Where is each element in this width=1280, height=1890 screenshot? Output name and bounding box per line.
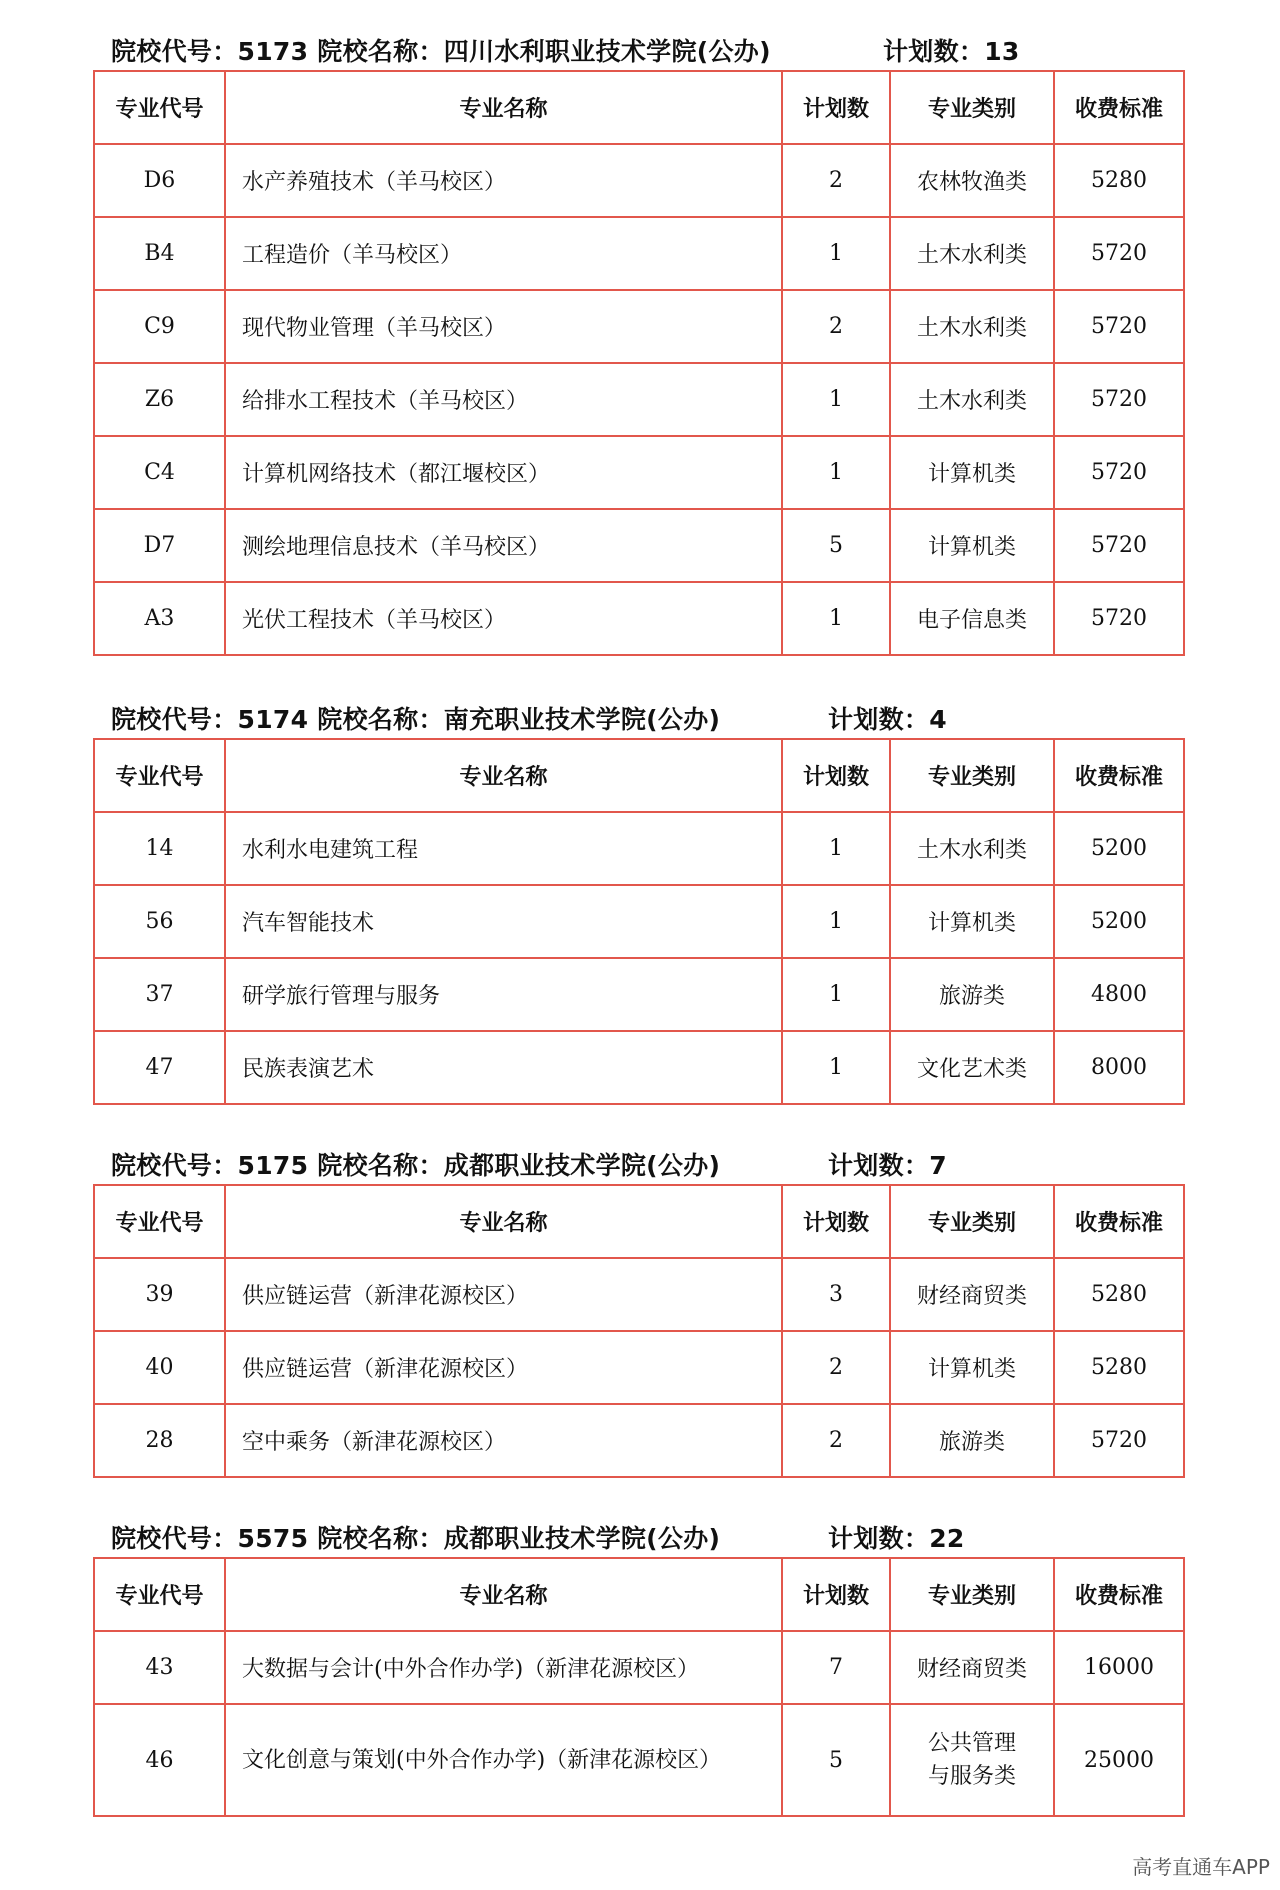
cell-category: 计算机类 <box>890 436 1054 509</box>
watermark: 高考直通车APP <box>1132 1855 1270 1879</box>
header-plan: 计划数 <box>782 71 890 144</box>
header-fee: 收费标准 <box>1054 1185 1184 1258</box>
cell-fee: 5720 <box>1054 582 1184 655</box>
cell-plan: 1 <box>782 217 890 290</box>
cell-code: 39 <box>94 1258 225 1331</box>
table-row <box>94 582 1184 655</box>
cell-code: B4 <box>94 217 225 290</box>
cell-plan: 2 <box>782 1404 890 1477</box>
table-header-row <box>94 71 1184 144</box>
school-title: 院校代号：5175 院校名称：成都职业技术学院(公办) <box>111 1151 721 1180</box>
header-code: 专业代号 <box>94 71 225 144</box>
table-row <box>94 144 1184 217</box>
cell-category: 财经商贸类 <box>890 1631 1054 1704</box>
cell-code: D6 <box>94 144 225 217</box>
header-fee: 收费标准 <box>1054 739 1184 812</box>
table-header-row <box>94 1185 1184 1258</box>
header-code: 专业代号 <box>94 1558 225 1631</box>
table-row <box>94 812 1184 885</box>
table-header-row <box>94 1558 1184 1631</box>
cell-name: 汽车智能技术 <box>225 885 782 958</box>
cell-plan: 1 <box>782 1031 890 1104</box>
cell-category: 电子信息类 <box>890 582 1054 655</box>
header-plan: 计划数 <box>782 739 890 812</box>
cell-fee: 5720 <box>1054 363 1184 436</box>
cell-fee: 5280 <box>1054 1331 1184 1404</box>
cell-plan: 1 <box>782 436 890 509</box>
cell-code: 14 <box>94 812 225 885</box>
cell-name: 工程造价（羊马校区） <box>225 217 782 290</box>
cell-category: 土木水利类 <box>890 363 1054 436</box>
cell-fee: 5720 <box>1054 436 1184 509</box>
cell-fee: 5720 <box>1054 1404 1184 1477</box>
cell-name: 空中乘务（新津花源校区） <box>225 1404 782 1477</box>
major-table <box>93 70 1185 656</box>
school-title: 院校代号：5173 院校名称：四川水利职业技术学院(公办) <box>111 37 771 66</box>
cell-fee: 25000 <box>1054 1704 1184 1816</box>
cell-fee: 16000 <box>1054 1631 1184 1704</box>
cell-category: 旅游类 <box>890 1404 1054 1477</box>
cell-category: 财经商贸类 <box>890 1258 1054 1331</box>
cell-name: 民族表演艺术 <box>225 1031 782 1104</box>
cell-category: 公共管理与服务类 <box>890 1704 1054 1816</box>
school-title: 院校代号：5174 院校名称：南充职业技术学院(公办) <box>111 705 721 734</box>
cell-category: 计算机类 <box>890 1331 1054 1404</box>
header-fee: 收费标准 <box>1054 71 1184 144</box>
table-row <box>94 1631 1184 1704</box>
cell-category: 计算机类 <box>890 509 1054 582</box>
header-name: 专业名称 <box>225 1185 782 1258</box>
header-plan: 计划数 <box>782 1558 890 1631</box>
table-row <box>94 1404 1184 1477</box>
cell-plan: 2 <box>782 144 890 217</box>
cell-name: 现代物业管理（羊马校区） <box>225 290 782 363</box>
major-table <box>93 1184 1185 1478</box>
cell-category: 土木水利类 <box>890 290 1054 363</box>
cell-code: 28 <box>94 1404 225 1477</box>
cell-fee: 8000 <box>1054 1031 1184 1104</box>
header-plan: 计划数 <box>782 1185 890 1258</box>
school-title: 院校代号：5575 院校名称：成都职业技术学院(公办) <box>111 1524 721 1553</box>
school-plan-total: 计划数：22 <box>828 1524 965 1553</box>
table-row <box>94 1331 1184 1404</box>
school-header <box>93 22 1183 68</box>
header-category: 专业类别 <box>890 739 1054 812</box>
cell-plan: 1 <box>782 812 890 885</box>
table-row <box>94 509 1184 582</box>
cell-plan: 3 <box>782 1258 890 1331</box>
major-table <box>93 738 1185 1105</box>
cell-code: Z6 <box>94 363 225 436</box>
school-plan-total: 计划数：7 <box>828 1151 947 1180</box>
school-header <box>93 1136 1183 1182</box>
school-section-5173 <box>93 22 1183 656</box>
table-row <box>94 436 1184 509</box>
cell-fee: 4800 <box>1054 958 1184 1031</box>
cell-plan: 1 <box>782 958 890 1031</box>
cell-name: 计算机网络技术（都江堰校区） <box>225 436 782 509</box>
header-category: 专业类别 <box>890 71 1054 144</box>
school-plan-total: 计划数：13 <box>883 37 1020 66</box>
header-name: 专业名称 <box>225 71 782 144</box>
major-table <box>93 1557 1185 1817</box>
cell-code: 37 <box>94 958 225 1031</box>
header-category: 专业类别 <box>890 1558 1054 1631</box>
cell-code: D7 <box>94 509 225 582</box>
cell-fee: 5280 <box>1054 144 1184 217</box>
cell-plan: 7 <box>782 1631 890 1704</box>
cell-fee: 5720 <box>1054 290 1184 363</box>
cell-plan: 2 <box>782 1331 890 1404</box>
cell-fee: 5280 <box>1054 1258 1184 1331</box>
cell-fee: 5720 <box>1054 217 1184 290</box>
school-header <box>93 1509 1183 1555</box>
cell-plan: 1 <box>782 582 890 655</box>
cell-fee: 5200 <box>1054 812 1184 885</box>
cell-code: A3 <box>94 582 225 655</box>
table-row <box>94 1258 1184 1331</box>
cell-category: 计算机类 <box>890 885 1054 958</box>
cell-name: 给排水工程技术（羊马校区） <box>225 363 782 436</box>
cell-code: 43 <box>94 1631 225 1704</box>
cell-category: 土木水利类 <box>890 812 1054 885</box>
header-name: 专业名称 <box>225 1558 782 1631</box>
table-row <box>94 1704 1184 1816</box>
cell-name: 测绘地理信息技术（羊马校区） <box>225 509 782 582</box>
cell-name: 光伏工程技术（羊马校区） <box>225 582 782 655</box>
school-section-5575 <box>93 1509 1183 1817</box>
cell-plan: 1 <box>782 363 890 436</box>
table-row <box>94 958 1184 1031</box>
school-plan-total: 计划数：4 <box>828 705 947 734</box>
cell-plan: 5 <box>782 1704 890 1816</box>
cell-code: C4 <box>94 436 225 509</box>
cell-fee: 5200 <box>1054 885 1184 958</box>
table-row <box>94 363 1184 436</box>
cell-category: 农林牧渔类 <box>890 144 1054 217</box>
header-code: 专业代号 <box>94 739 225 812</box>
header-name: 专业名称 <box>225 739 782 812</box>
cell-name: 水利水电建筑工程 <box>225 812 782 885</box>
table-row <box>94 885 1184 958</box>
cell-name: 供应链运营（新津花源校区） <box>225 1331 782 1404</box>
cell-code: 46 <box>94 1704 225 1816</box>
table-row <box>94 1031 1184 1104</box>
cell-plan: 2 <box>782 290 890 363</box>
cell-plan: 5 <box>782 509 890 582</box>
cell-code: 47 <box>94 1031 225 1104</box>
table-header-row <box>94 739 1184 812</box>
school-section-5174 <box>93 690 1183 1105</box>
cell-category: 土木水利类 <box>890 217 1054 290</box>
cell-fee: 5720 <box>1054 509 1184 582</box>
school-section-5175 <box>93 1136 1183 1478</box>
cell-name: 文化创意与策划(中外合作办学)（新津花源校区） <box>225 1704 782 1816</box>
cell-code: C9 <box>94 290 225 363</box>
cell-code: 56 <box>94 885 225 958</box>
cell-category: 文化艺术类 <box>890 1031 1054 1104</box>
cell-category: 旅游类 <box>890 958 1054 1031</box>
school-header <box>93 690 1183 736</box>
cell-name: 大数据与会计(中外合作办学)（新津花源校区） <box>225 1631 782 1704</box>
cell-name: 供应链运营（新津花源校区） <box>225 1258 782 1331</box>
cell-plan: 1 <box>782 885 890 958</box>
cell-name: 研学旅行管理与服务 <box>225 958 782 1031</box>
cell-code: 40 <box>94 1331 225 1404</box>
header-code: 专业代号 <box>94 1185 225 1258</box>
cell-name: 水产养殖技术（羊马校区） <box>225 144 782 217</box>
header-category: 专业类别 <box>890 1185 1054 1258</box>
table-row <box>94 290 1184 363</box>
header-fee: 收费标准 <box>1054 1558 1184 1631</box>
table-row <box>94 217 1184 290</box>
